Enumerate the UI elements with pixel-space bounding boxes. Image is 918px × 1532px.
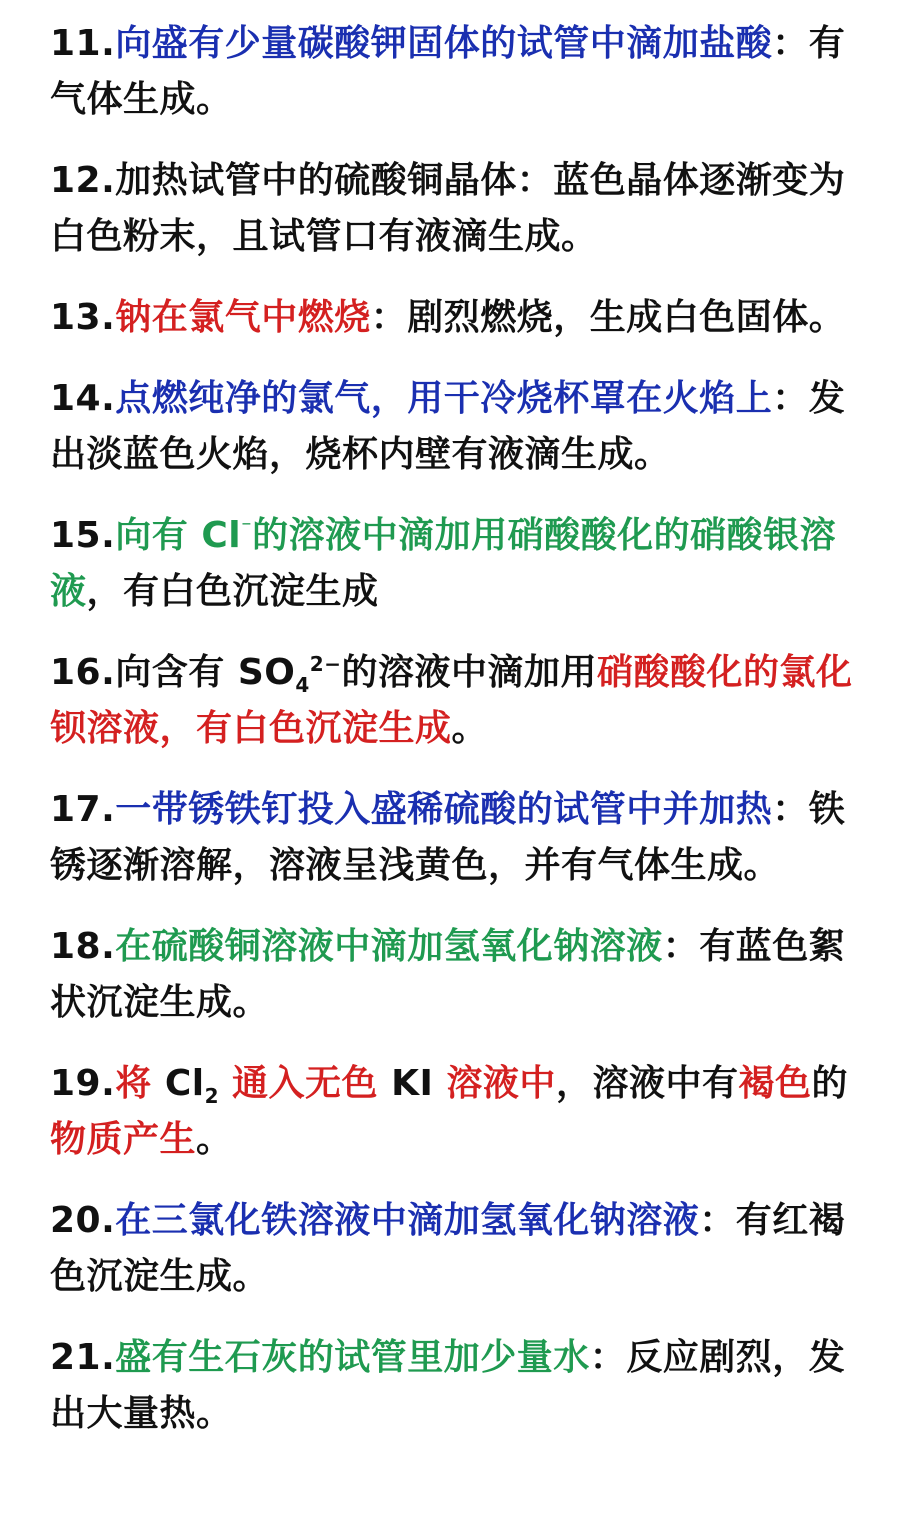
item-number: 18. <box>50 926 116 967</box>
item-text-segment: 物质产生 <box>50 1119 197 1160</box>
item-text-segment: 的 <box>811 1063 848 1104</box>
item-text-segment: ，溶液中有 <box>555 1063 739 1104</box>
subscript: 2 <box>204 1084 220 1109</box>
item-text-segment: 将 <box>115 1063 165 1104</box>
item-text-segment: 的溶液中滴加用硝酸酸化的硝酸银溶液 <box>50 515 837 612</box>
list-item <box>50 16 878 128</box>
item-text-segment: KI <box>391 1063 447 1104</box>
item-number: 17. <box>50 789 116 830</box>
item-text-segment: 盛有生石灰的试管里加少量水 <box>115 1337 590 1378</box>
list-item <box>50 1056 878 1168</box>
item-text-segment: ：有蓝色絮状沉淀生成。 <box>50 926 846 1023</box>
item-text-segment: 向有 Cl <box>115 515 242 556</box>
superscript: ⁻ <box>241 515 253 539</box>
list-item <box>50 645 878 757</box>
item-text-segment: ：有红褐色沉淀生成。 <box>50 1200 846 1297</box>
item-text-segment: 钠在氯气中燃烧 <box>115 297 371 338</box>
item-number: 15. <box>50 515 116 556</box>
item-text-segment: 溶液中 <box>446 1063 556 1104</box>
item-number: 16. <box>50 652 116 693</box>
item-text-segment: ：铁锈逐渐溶解，溶液呈浅黄色，并有气体生成。 <box>50 789 846 886</box>
item-text-segment: 的溶液中滴加用 <box>341 652 597 693</box>
item-text-segment: 点燃纯净的氯气，用干冷烧杯罩在火焰上 <box>115 378 773 419</box>
item-number: 21. <box>50 1337 116 1378</box>
list-item <box>50 508 878 620</box>
item-text-segment: 。 <box>196 1119 233 1160</box>
item-number: 19. <box>50 1063 116 1104</box>
item-text-segment: 加热试管中的硫酸铜晶体：蓝色晶体逐渐变为白色粉末，且试管口有液滴生成。 <box>50 160 846 257</box>
item-number: 12. <box>50 160 116 201</box>
item-text-segment: 在硫酸铜溶液中滴加氢氧化钠溶液 <box>115 926 663 967</box>
list-item <box>50 1330 878 1442</box>
list-item <box>50 919 878 1031</box>
item-text-segment: ，有白色沉淀生成 <box>86 571 379 612</box>
item-text-segment: 向盛有少量碳酸钾固体的试管中滴加盐酸 <box>115 23 773 64</box>
item-text-segment: ：发出淡蓝色火焰，烧杯内壁有液滴生成。 <box>50 378 846 475</box>
item-number: 14. <box>50 378 116 419</box>
item-text-segment: 硝酸酸化的氯化钡溶液，有白色沉淀生成 <box>50 652 853 749</box>
item-text-segment: 褐色 <box>738 1063 812 1104</box>
item-text-segment: 向含有 SO <box>115 652 296 693</box>
item-text-segment: 通入无色 <box>219 1063 392 1104</box>
item-number: 20. <box>50 1200 116 1241</box>
item-text-segment: 。 <box>451 708 489 749</box>
list-item <box>50 371 878 483</box>
item-text-segment: ：剧烈燃烧，生成白色固体。 <box>370 297 846 338</box>
superscript: 2− <box>309 652 342 676</box>
subscript: 4 <box>295 673 310 698</box>
item-text-segment: Cl <box>164 1063 205 1104</box>
list-item <box>50 290 878 346</box>
item-text-segment: ：反应剧烈，发出大量热。 <box>50 1337 846 1434</box>
list-item <box>50 1193 878 1305</box>
item-number: 11. <box>50 23 116 64</box>
list-item <box>50 153 878 265</box>
item-text-segment: 一带锈铁钉投入盛稀硫酸的试管中并加热 <box>115 789 773 830</box>
list-item <box>50 782 878 894</box>
item-text-segment: 在三氯化铁溶液中滴加氢氧化钠溶液 <box>115 1200 700 1241</box>
item-text-segment: ：有气体生成。 <box>50 23 846 120</box>
item-number: 13. <box>50 297 116 338</box>
